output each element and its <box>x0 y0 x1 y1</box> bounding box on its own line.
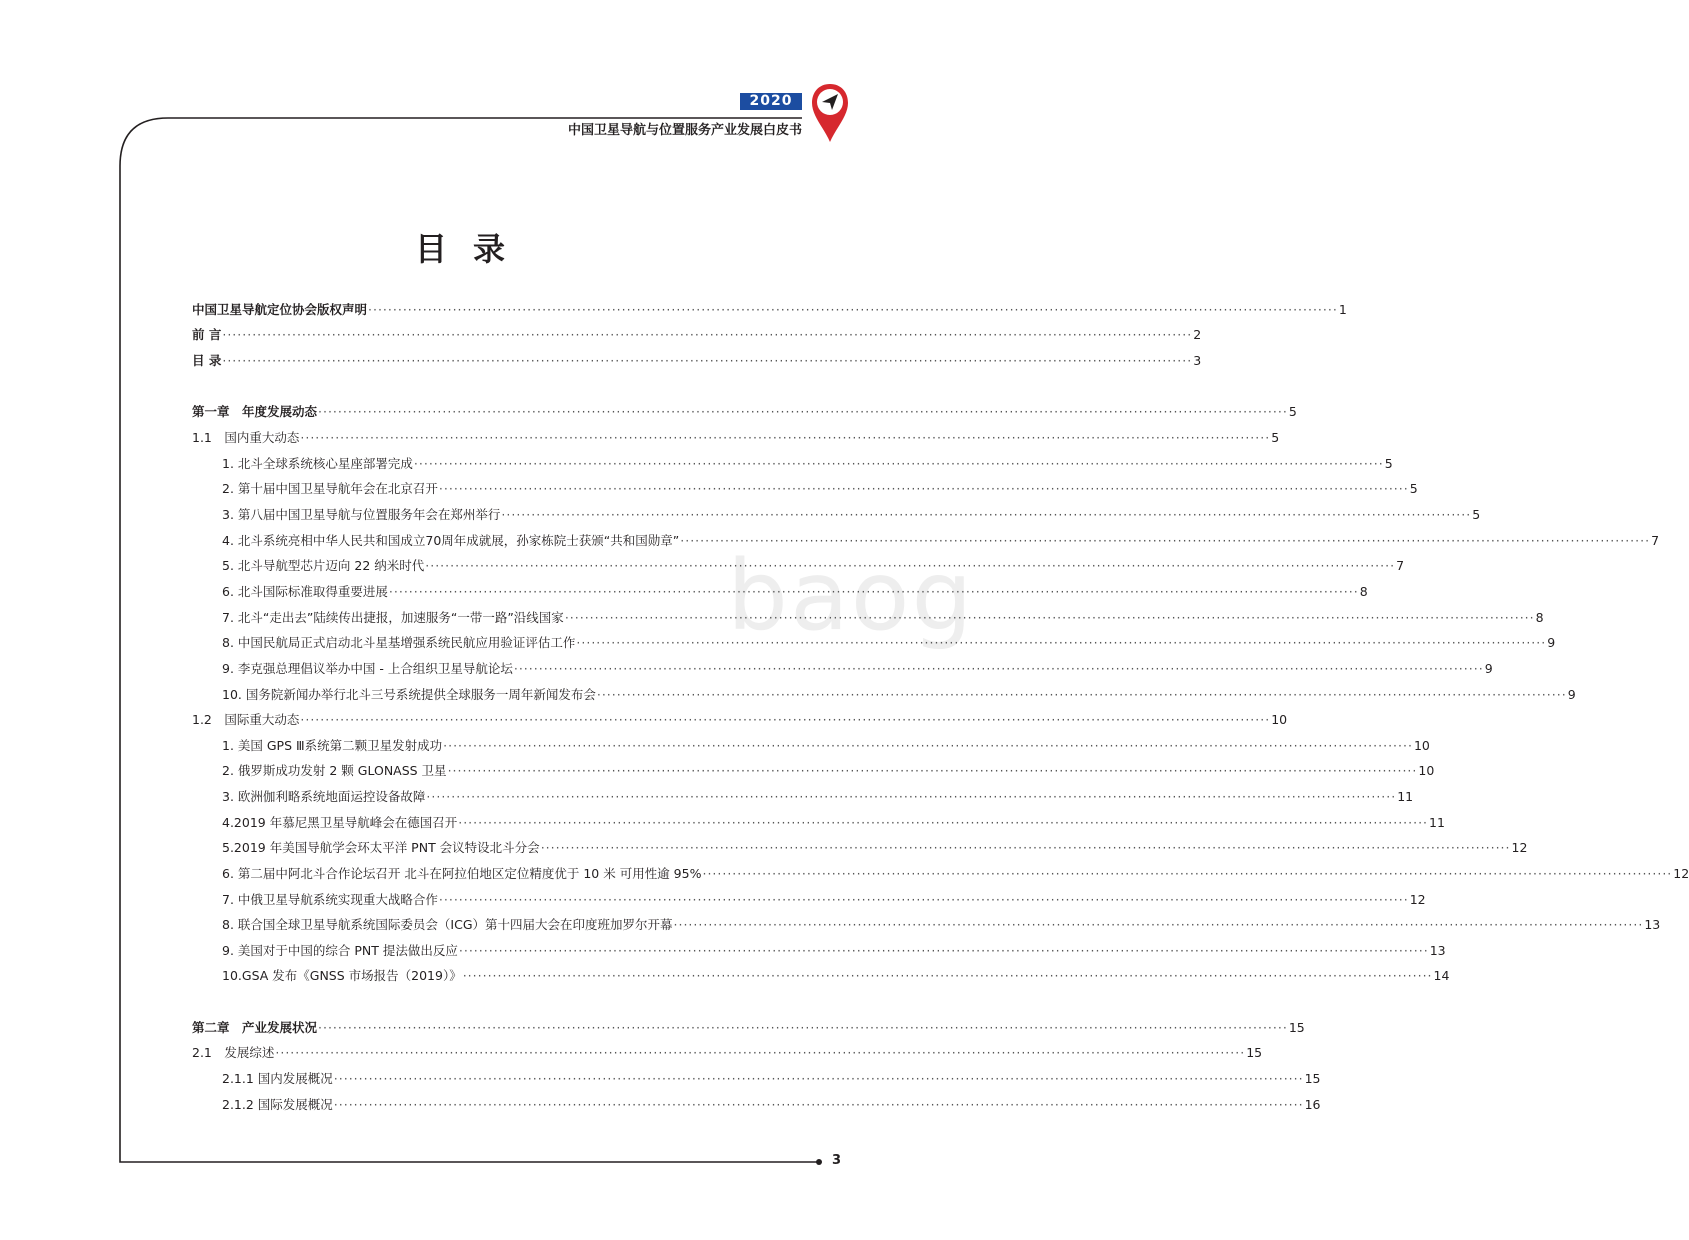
toc-entry-page: 13 <box>1644 917 1661 932</box>
toc-entry[interactable] <box>222 762 1435 780</box>
toc-entry-page: 3 <box>1193 353 1202 368</box>
toc-entry-page: 5 <box>1384 456 1393 471</box>
year-text: 2020 <box>749 93 793 109</box>
toc-dot-leader <box>389 583 1359 601</box>
toc-dot-leader <box>222 326 1192 344</box>
toc-entry[interactable] <box>192 429 1280 447</box>
toc-entry-page: 5 <box>1409 481 1418 496</box>
toc-entry[interactable] <box>222 532 1660 550</box>
toc-entry-title: 3. 欧洲伽利略系统地面运控设备故障 <box>222 789 426 804</box>
toc-dot-leader <box>443 737 1413 755</box>
toc-entry-title: 前 言 <box>192 327 222 342</box>
page-number: 3 <box>832 1153 842 1168</box>
toc-entry[interactable] <box>192 1044 1263 1062</box>
toc-entry-title: 1.2 国际重大动态 <box>192 712 300 727</box>
toc-entry-title: 7. 中俄卫星导航系统实现重大战略合作 <box>222 892 438 907</box>
toc-entry-title: 第二章 产业发展状况 <box>192 1020 318 1035</box>
toc-dot-leader <box>425 557 1395 575</box>
toc-entry[interactable] <box>192 352 1202 370</box>
toc-entry[interactable] <box>192 326 1202 344</box>
toc-entry[interactable] <box>222 686 1576 704</box>
toc-entry[interactable] <box>222 891 1426 909</box>
toc-entry-page: 9 <box>1567 687 1576 702</box>
toc-dot-leader <box>680 532 1650 550</box>
toc-entry-title: 2.1.1 国内发展概况 <box>222 1071 333 1086</box>
toc-entry-page: 15 <box>1246 1045 1263 1060</box>
toc-entry-page: 10 <box>1271 712 1288 727</box>
toc-entry-page: 13 <box>1429 943 1446 958</box>
toc-entry-page: 7 <box>1651 533 1660 548</box>
toc-entry[interactable] <box>222 480 1418 498</box>
toc-entry-page: 7 <box>1396 558 1405 573</box>
toc-entry[interactable] <box>222 788 1414 806</box>
toc-dot-leader <box>541 839 1511 857</box>
toc-entry-title: 8. 中国民航局正式启动北斗星基增强系统民航应用验证评估工作 <box>222 635 576 650</box>
toc-entry-page: 9 <box>1484 661 1493 676</box>
toc-entry[interactable] <box>222 916 1661 934</box>
toc-entry[interactable] <box>192 1019 1305 1037</box>
toc-dot-leader <box>565 609 1535 627</box>
toc-entry-page: 12 <box>1409 892 1426 907</box>
toc-dot-leader <box>334 1070 1304 1088</box>
toc-entry[interactable] <box>222 737 1430 755</box>
toc-dot-leader <box>300 429 1270 447</box>
toc-entry[interactable] <box>222 839 1528 857</box>
toc-entry-page: 1 <box>1338 302 1347 317</box>
toc-dot-leader <box>458 814 1428 832</box>
toc-dot-leader <box>448 762 1418 780</box>
toc-entry-page: 16 <box>1304 1097 1321 1112</box>
toc-entry[interactable] <box>222 1070 1321 1088</box>
toc-dot-leader <box>597 686 1567 704</box>
toc-entry-title: 4. 北斗系统亮相中华人民共和国成立70周年成就展，孙家栋院士获颁“共和国勋章” <box>222 533 680 548</box>
toc-entry-title: 8. 联合国全球卫星导航系统国际委员会（ICG）第十四届大会在印度班加罗尔开幕 <box>222 917 673 932</box>
toc-entry-title: 1. 北斗全球系统核心星座部署完成 <box>222 456 413 471</box>
toc-dot-leader <box>275 1044 1245 1062</box>
toc-dot-leader <box>426 788 1396 806</box>
toc-entry[interactable] <box>222 1096 1321 1114</box>
toc-entry-title: 6. 第二届中阿北斗合作论坛召开 北斗在阿拉伯地区定位精度优于 10 米 可用性逾 95% <box>222 866 702 881</box>
toc-entry-page: 14 <box>1433 968 1450 983</box>
toc-dot-leader <box>318 403 1288 421</box>
toc-dot-leader <box>576 634 1546 652</box>
watermark: baog <box>727 540 975 652</box>
toc-dot-leader <box>300 711 1270 729</box>
toc-entry[interactable] <box>222 609 1544 627</box>
toc-entry-page: 10 <box>1413 738 1430 753</box>
toc-entry-page: 2 <box>1193 327 1202 342</box>
toc-entry[interactable] <box>222 814 1445 832</box>
toc-entry-title: 2. 俄罗斯成功发射 2 颗 GLONASS 卫星 <box>222 763 447 778</box>
toc-dot-leader <box>674 916 1644 934</box>
toc-dot-leader <box>318 1019 1288 1037</box>
toc-dot-leader <box>368 301 1338 319</box>
toc-entry[interactable] <box>222 506 1481 524</box>
toc-entry-title: 第一章 年度发展动态 <box>192 404 318 419</box>
toc-entry-page: 5 <box>1288 404 1297 419</box>
toc-entry[interactable] <box>222 660 1493 678</box>
toc-entry-title: 4.2019 年慕尼黑卫星导航峰会在德国召开 <box>222 815 458 830</box>
toc-entry-page: 12 <box>1673 866 1689 881</box>
toc-dot-leader <box>222 352 1192 370</box>
toc-dot-leader <box>459 942 1429 960</box>
toc-entry[interactable] <box>222 942 1446 960</box>
toc-entry-title: 1.1 国内重大动态 <box>192 430 300 445</box>
toc-entry[interactable] <box>222 557 1405 575</box>
toc-entry[interactable] <box>222 967 1450 985</box>
toc-entry[interactable] <box>222 634 1556 652</box>
toc-entry-page: 5 <box>1472 507 1481 522</box>
toc-entry-title: 10. 国务院新闻办举行北斗三号系统提供全球服务一周年新闻发布会 <box>222 687 596 702</box>
toc-entry-title: 3. 第八届中国卫星导航与位置服务年会在郑州举行 <box>222 507 501 522</box>
page-title: 目录 <box>414 230 531 268</box>
toc-entry[interactable] <box>222 583 1368 601</box>
toc-entry[interactable] <box>192 711 1288 729</box>
toc-entry-title: 2. 第十届中国卫星导航年会在北京召开 <box>222 481 438 496</box>
toc-entry-title: 2.1.2 国际发展概况 <box>222 1097 333 1112</box>
toc-entry-title: 1. 美国 GPS Ⅲ系统第二颗卫星发射成功 <box>222 738 443 753</box>
toc-dot-leader <box>514 660 1484 678</box>
toc-entry-title: 5.2019 年美国导航学会环太平洋 PNT 会议特设北斗分会 <box>222 840 540 855</box>
toc-entry-title: 7. 北斗“走出去”陆续传出捷报，加速服务“一带一路”沿线国家 <box>222 610 564 625</box>
toc-dot-leader <box>439 480 1409 498</box>
document-title: 中国卫星导航与位置服务产业发展白皮书 <box>567 123 802 138</box>
toc-entry[interactable] <box>222 865 1689 883</box>
toc-entry-title: 9. 李克强总理倡议举办中国 - 上合组织卫星导航论坛 <box>222 661 513 676</box>
toc-entry-title: 10.GSA 发布《GNSS 市场报告（2019）》 <box>222 968 462 983</box>
toc-entry-title: 6. 北斗国际标准取得重要进展 <box>222 584 388 599</box>
toc-dot-leader <box>439 891 1409 909</box>
toc-dot-leader <box>702 865 1672 883</box>
toc-dot-leader <box>414 455 1384 473</box>
toc-entry-title: 中国卫星导航定位协会版权声明 <box>192 302 368 317</box>
toc-entry-page: 11 <box>1397 789 1414 804</box>
toc-entry-page: 8 <box>1535 610 1544 625</box>
toc-entry-page: 11 <box>1429 815 1445 830</box>
toc-entry-page: 10 <box>1418 763 1435 778</box>
toc-entry-title: 2.1 发展综述 <box>192 1045 275 1060</box>
toc-entry-title: 5. 北斗导航型芯片迈向 22 纳米时代 <box>222 558 425 573</box>
toc-entry-title: 目 录 <box>192 353 222 368</box>
toc-entry[interactable] <box>192 301 1347 319</box>
toc-entry-page: 5 <box>1271 430 1280 445</box>
toc-entry-page: 8 <box>1359 584 1368 599</box>
toc-dot-leader <box>334 1096 1304 1114</box>
toc-entry-page: 15 <box>1304 1071 1321 1086</box>
toc-entry-page: 9 <box>1547 635 1556 650</box>
toc-dot-leader <box>501 506 1471 524</box>
toc-entry[interactable] <box>222 455 1393 473</box>
toc-entry-page: 12 <box>1511 840 1528 855</box>
toc-dot-leader <box>463 967 1433 985</box>
toc-entry[interactable] <box>192 403 1297 421</box>
toc-entry-page: 15 <box>1288 1020 1305 1035</box>
toc-entry-title: 9. 美国对于中国的综合 PNT 提法做出反应 <box>222 943 458 958</box>
